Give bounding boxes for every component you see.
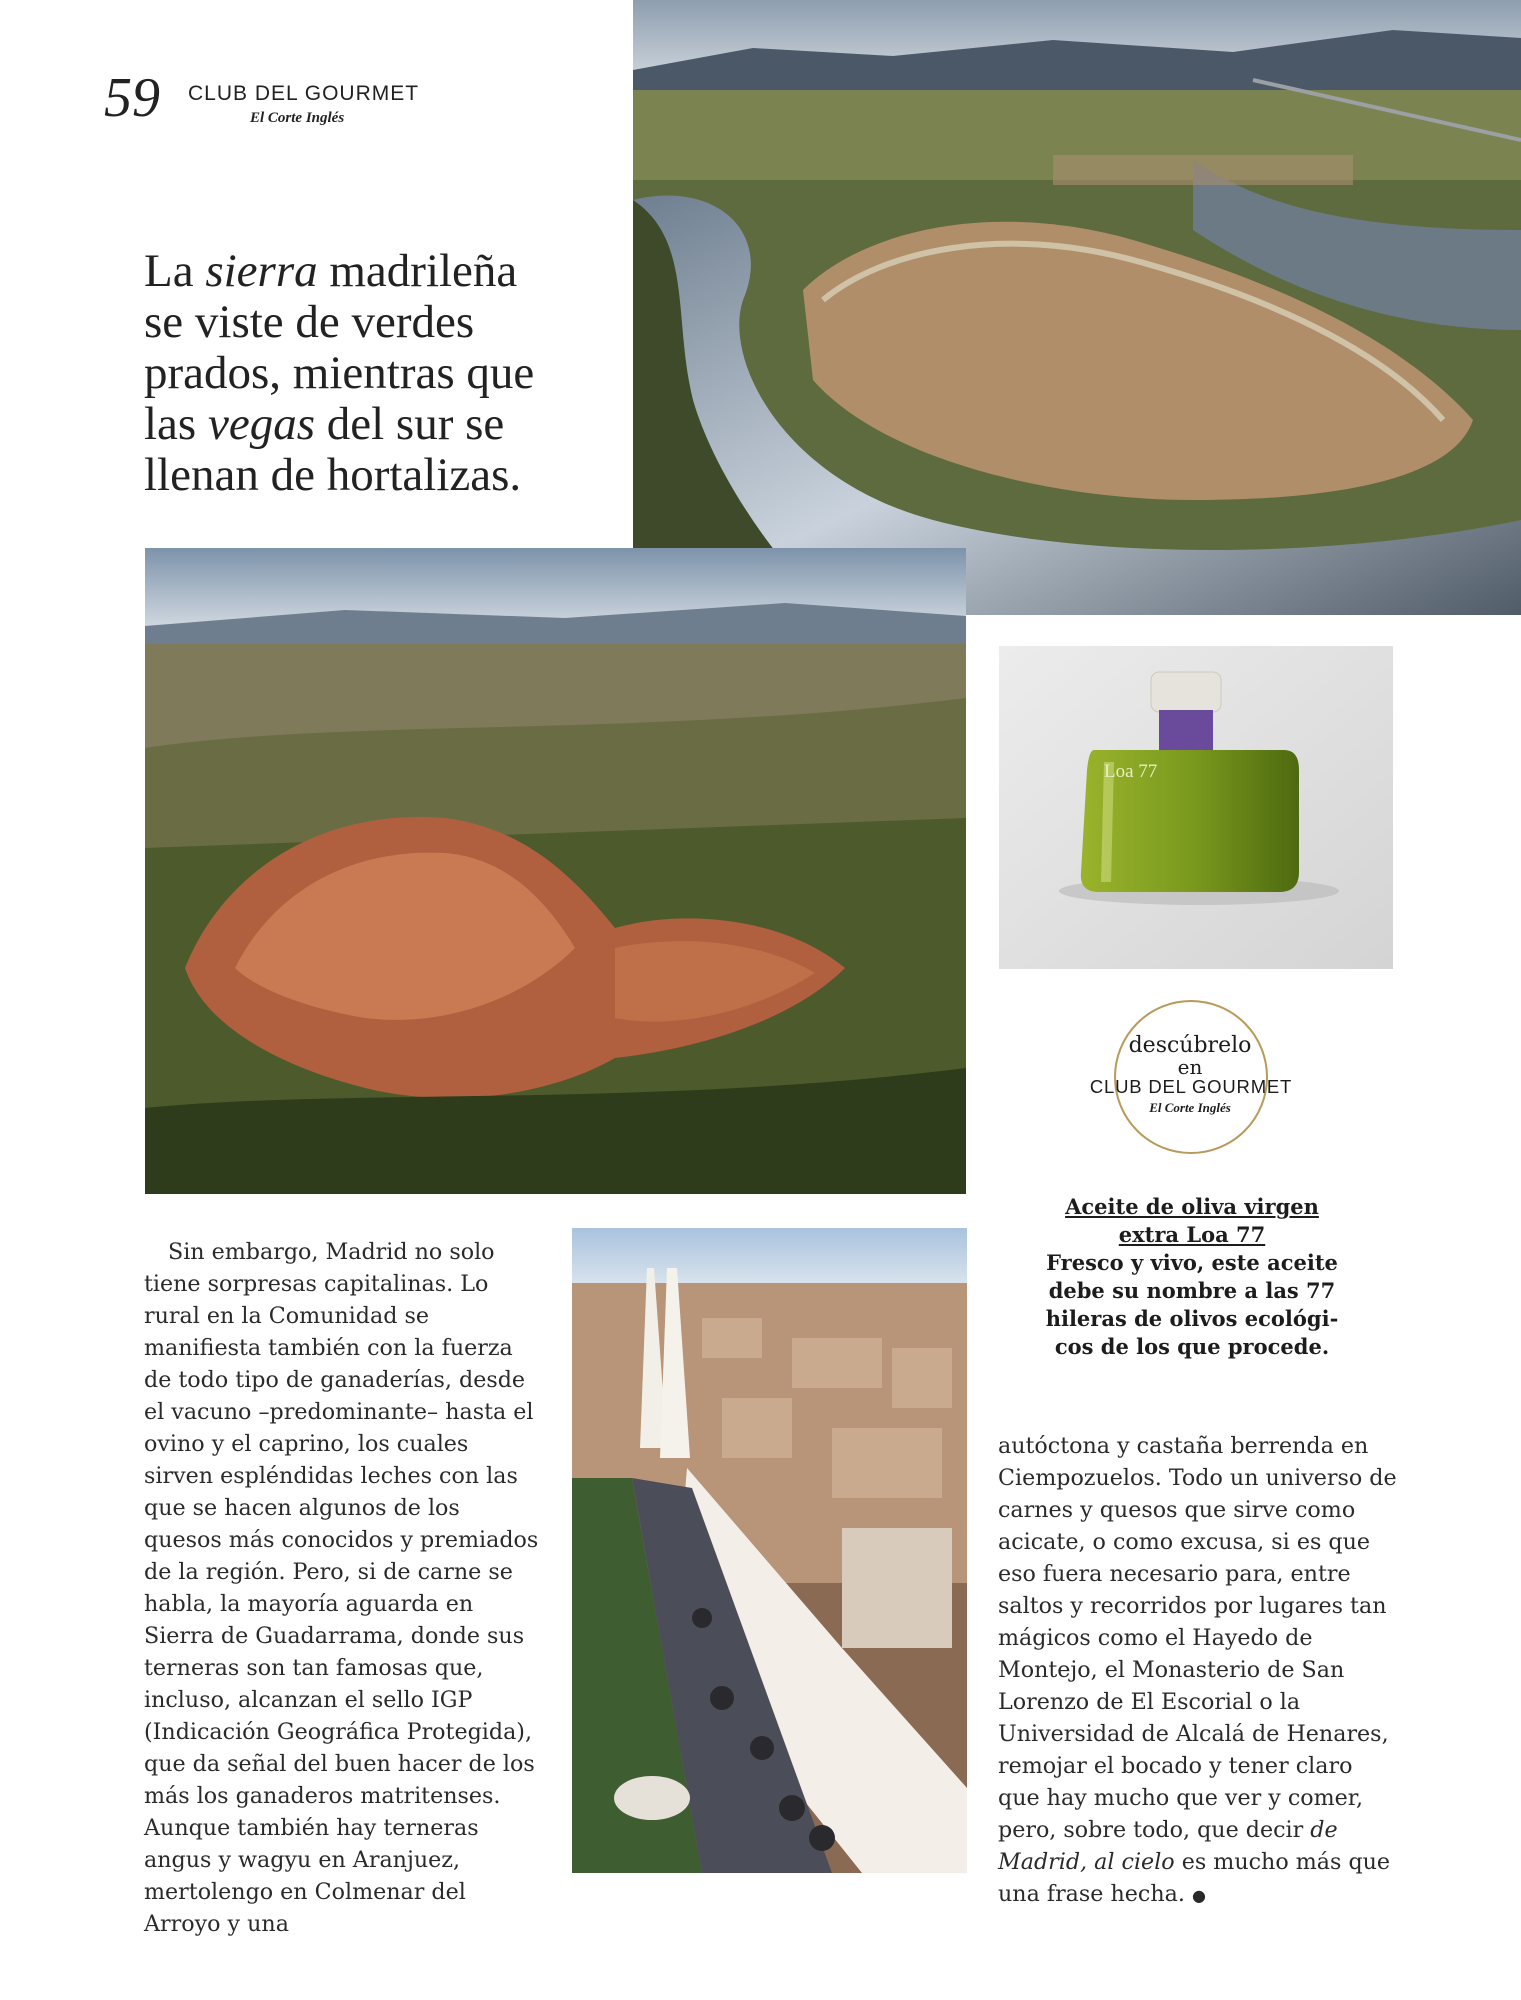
rooftop-terrace-madrid-photo — [572, 1228, 967, 1873]
olive-oil-bottle-photo — [999, 646, 1393, 969]
bottle-label: Loa 77 — [1104, 761, 1158, 782]
seal-text-brand: El Corte Inglés — [1149, 1100, 1231, 1115]
product-description: Fresco y vivo, este aceite debe su nombre a las 77 hileras de olivos ecológicos de los que procede. — [1045, 1250, 1339, 1359]
end-mark: ● — [1191, 1886, 1206, 1905]
seal-text-descubrelo: descúbrelo — [1128, 1033, 1252, 1058]
seal-text-club: CLUB DEL GOURMET — [1089, 1076, 1293, 1097]
club-del-gourmet-logo: CLUB DEL GOURMET — [188, 82, 420, 105]
page-headline: La sierra madrileña se viste de verdes prados, mientras que las vegas del sur se llenan de hortalizas. — [144, 245, 535, 501]
walled-town-aerial-photo — [633, 0, 1521, 615]
red-badlands-aerial-photo — [145, 548, 966, 1194]
body-text-left-column: Sin embargo, Madrid no solo tiene sorpresas capitalinas. Lo rural en la Comunidad se manifiesta también con la fuerza de todo tipo de ganaderías, desde el vacuno –predominante– hasta el ovino y el caprino, los cuales sirven espléndidas leches con las que se hacen algunos de los quesos más conocidos y premiados de la región. Pero, si de carne se habla, la mayoría aguarda en Sierra de Guadarrama, donde sus terneras son tan famosas que, incluso, alcanzan el sello IGP (Indicación Geográfica Protegida), que da señal del buen hacer de los más los ganaderos matritenses. Aunque también hay terneras angus y wagyu en Aranjuez, mertolengo en Colmenar del Arroyo y una — [144, 1239, 539, 1937]
el-corte-ingles-logo: El Corte Inglés — [250, 110, 345, 126]
product-title: Aceite de oliva virgen extra Loa 77 — [1065, 1194, 1319, 1247]
seal-text-en: en — [1177, 1055, 1203, 1079]
page-number: 59 — [104, 67, 160, 129]
body-text-right-column: autóctona y castaña berrenda en Ciempozuelos. Todo un universo de carnes y quesos que sirve como acicate, o como excusa, si es que eso fuera necesario para, entre saltos y recorridos por lugares tan mágicos como el Hayedo de Montejo, el Monasterio de San Lorenzo de El Escorial o la Universidad de Alcalá de Henares, remojar el bocado y tener claro que hay mucho que ver y comer, pero, sobre todo, que decir de Madrid, al cielo es mucho más que una frase hecha. ● — [998, 1433, 1397, 1907]
